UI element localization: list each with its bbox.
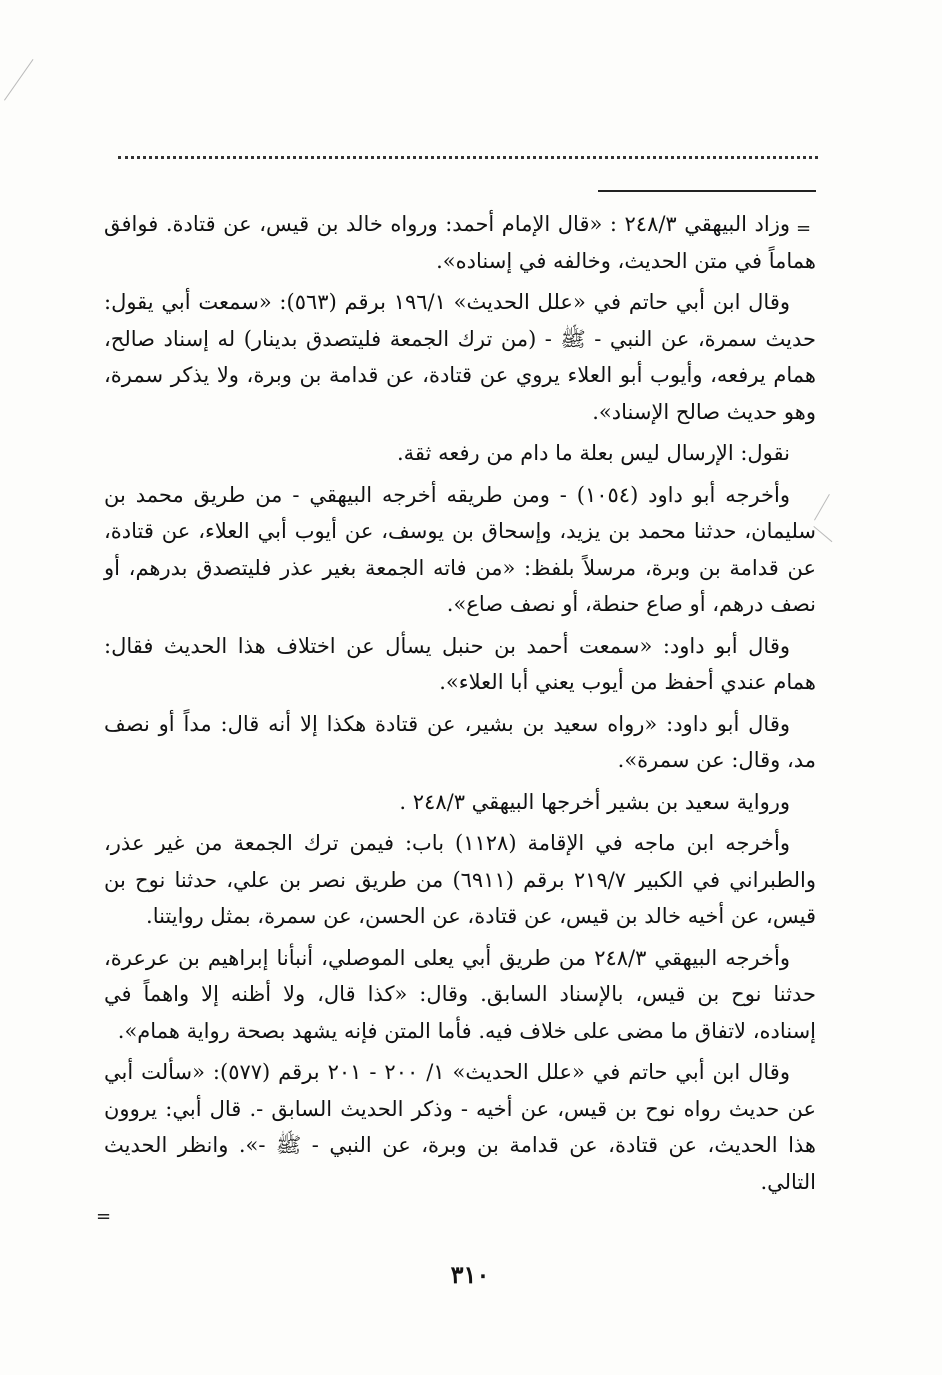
paragraph: وزاد البيهقي ٢٤٨/٣ : «قال الإمام أحمد: ورواه خالد بن قيس، عن قتادة. فوافق هماماً في متن الحديث، وخالفه في إسناده». [104, 212, 816, 273]
scan-artifact-line [814, 494, 830, 520]
paragraph: وقال ابن أبي حاتم في «علل الحديث» ١/ ٢٠٠ - ٢٠١ برقم (٥٧٧): «سألت أبي عن حديث رواه نوح بن قيس، عن أخيه - وذكر الحديث السابق -. قال أبي: يروون هذا الحديث، عن قتادة، عن قدامة بن وبرة، عن النبي - ﷺ -». وانظر الحديث التالي. [104, 1060, 816, 1194]
page-number: ٣١٠ [450, 1260, 490, 1289]
continuation-mark-top: = [796, 218, 812, 239]
scan-artifact-line [813, 526, 832, 542]
footnote-rule [598, 190, 816, 192]
paragraph: ورواية سعيد بن بشير أخرجها البيهقي ٢٤٨/٣ . [399, 789, 790, 814]
paragraph: وقال ابن أبي حاتم في «علل الحديث» ١٩٦/١ برقم (٥٦٣): «سمعت أبي يقول: حديث سمرة، عن النبي - ﷺ - (من ترك الجمعة فليتصدق بدينار) له إسناد صالح، همام يرفعه، وأيوب أبو العلاء يروي عن قتادة، عن قدامة بن وبرة، ولا يذكر سمرة، وهو حديث صالح الإسناد». [104, 290, 816, 424]
paragraph: وأخرجه ابن ماجه في الإقامة (١١٢٨) باب: فيمن ترك الجمعة من غير عذر، والطبراني في الكبير ٢١٩/٧ برقم (٦٩١١) من طريق نصر بن علي، حدثنا نوح بن قيس، عن أخيه خالد بن قيس، عن قتادة، عن الحسن، عن سمرة، بمثل روايتنا. [104, 831, 816, 928]
scan-artifact-line [4, 59, 33, 101]
paragraph: وأخرجه البيهقي ٢٤٨/٣ من طريق أبي يعلى الموصلي، أنبأنا إبراهيم بن عرعرة، حدثنا نوح بن قيس، بالإسناد السابق. وقال: «كذا قال، ولا أظنه إلا واهماً في إسناده، لاتفاق ما مضى على خلاف فيه. فأما المتن فإنه يشهد بصحة رواية همام». [104, 945, 816, 1043]
paragraph: وأخرجه أبو داود (١٠٥٤) - ومن طريقه أخرجه البيهقي - من طريق محمد بن سليمان، حدثنا محمد بن يزيد، وإسحاق بن يوسف، عن أيوب أبي العلاء، عن قتادة، عن قدامة بن وبرة، مرسلاً بلفظ: «من فاته الجمعة بغير عذر فليتصدق بدرهم، أو نصف درهم، أو صاع حنطة، أو نصف صاع». [104, 482, 816, 616]
continuation-mark-bottom: = [96, 1206, 112, 1227]
dotted-separator [118, 156, 818, 159]
paragraph: وقال أبو داود: «سمعت أحمد بن حنبل يسأل عن اختلاف هذا الحديث فقال: همام عندي أحفظ من أيوب يعني أبا العلاء». [104, 633, 816, 694]
paragraph: نقول: الإرسال ليس بعلة ما دام من رفعه ثقة. [397, 441, 790, 465]
paragraph: وقال أبو داود: «رواه سعيد بن بشير، عن قتادة هكذا إلا أنه قال: مداً أو نصف مد، وقال: عن سمرة». [104, 711, 816, 772]
footnote-body [104, 206, 816, 1205]
